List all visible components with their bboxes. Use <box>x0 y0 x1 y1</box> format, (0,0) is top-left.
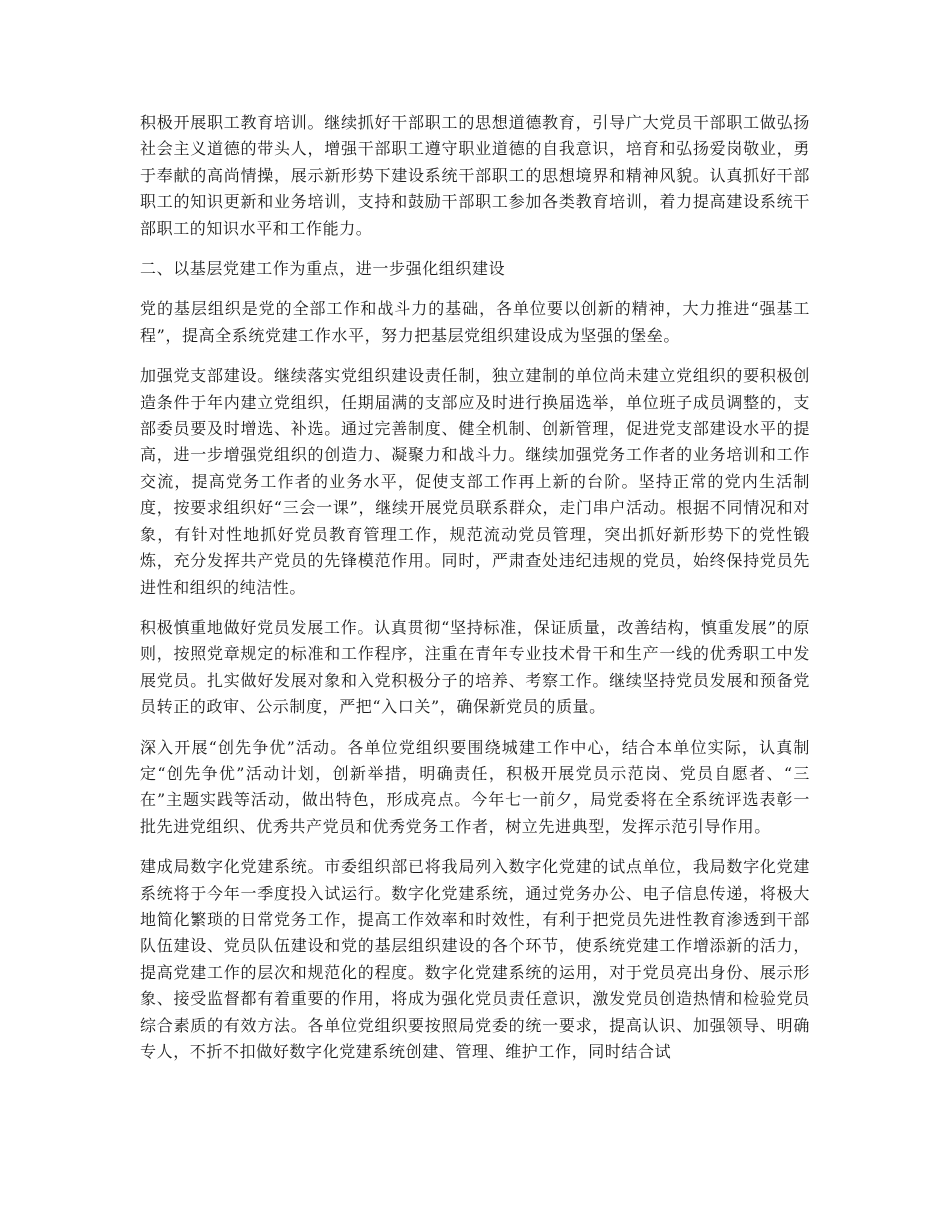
paragraph-branch-building: 加强党支部建设。继续落实党组织建设责任制，独立建制的单位尚未建立党组织的要积极创造条件于年内建立党组织，任期届满的支部应及时进行换届选举，单位班子成员调整的，支部委员要及时增选、补选。通过完善制度、健全机制、创新管理，促进党支部建设水平的提高，进一步增强党组织的创造力、凝聚力和战斗力。继续加强党务工作者的业务培训和工作交流，提高党务工作者的业务水平，促使支部工作再上新的台阶。坚持正常的党内生活制度，按要求组织好“三会一课”，继续开展党员联系群众，走门串户活动。根据不同情况和对象，有针对性地抓好党员教育管理工作，规范流动党员管理，突出抓好新形势下的党性锻炼，充分发挥共产党员的先锋模范作用。同时，严肃查处违纪违规的党员，始终保持党员先进性和组织的纯洁性。 <box>140 366 810 597</box>
document-page <box>140 110 810 1079</box>
paragraph-grassroots-organization: 党的基层组织是党的全部工作和战斗力的基础，各单位要以创新的精神，大力推进“强基工程”，提高全系统党建工作水平，努力把基层党组织建设成为坚强的堡垒。 <box>140 299 810 345</box>
paragraph-excellence-campaign: 深入开展“创先争优”活动。各单位党组织要围绕城建工作中心，结合本单位实际，认真制定“创先争优”活动计划，创新举措，明确责任，积极开展党员示范岗、党员自愿者、“三在”主题实践等活动，做出特色，形成亮点。今年七一前夕，局党委将在全系统评选表彰一批先进党组织、优秀共产党员和优秀党务工作者，树立先进典型，发挥示范引导作用。 <box>140 737 810 836</box>
section-heading-two: 二、以基层党建工作为重点，进一步强化组织建设 <box>140 259 506 279</box>
paragraph-member-development: 积极慎重地做好党员发展工作。认真贯彻“坚持标准，保证质量，改善结构，慎重发展”的原则，按照党章规定的标准和工作程序，注重在青年专业技术骨干和生产一线的优秀职工中发展党员。扎实做好发展对象和入党积极分子的培养、考察工作。继续坚持党员发展和预备党员转正的政审、公示制度，严把“入口关”，确保新党员的质量。 <box>140 617 810 717</box>
paragraph-digital-party-system: 建成局数字化党建系统。市委组织部已将我局列入数字化党建的试点单位，我局数字化党建系统将于今年一季度投入试运行。数字化党建系统，通过党务办公、电子信息传递，将极大地简化繁琐的日常党务工作，提高工作效率和时效性，有利于把党员先进性教育渗透到干部队伍建设、党员队伍建设和党的基层组织建设的各个环节，使系统党建工作增添新的活力，提高党建工作的层次和规范化的程度。数字化党建系统的运用，对于党员亮出身份、展示形象、接受监督都有着重要的作用，将成为强化党员责任意识，激发党员创造热情和检验党员综合素质的有效方法。各单位党组织要按照局党委的统一要求，提高认识、加强领导、明确专人，不折不扣做好数字化党建系统创建、管理、维护工作，同时结合试 <box>140 857 810 1061</box>
paragraph-staff-training: 积极开展职工教育培训。继续抓好干部职工的思想道德教育，引导广大党员干部职工做弘扬社会主义道德的带头人，增强干部职工遵守职业道德的自我意识，培育和弘扬爱岗敬业，勇于奉献的高尚情操，展示新形势下建设系统干部职工的思想境界和精神风貌。认真抓好干部职工的知识更新和业务培训，支持和鼓励干部职工参加各类教育培训，着力提高建设系统干部职工的知识水平和工作能力。 <box>140 113 810 238</box>
